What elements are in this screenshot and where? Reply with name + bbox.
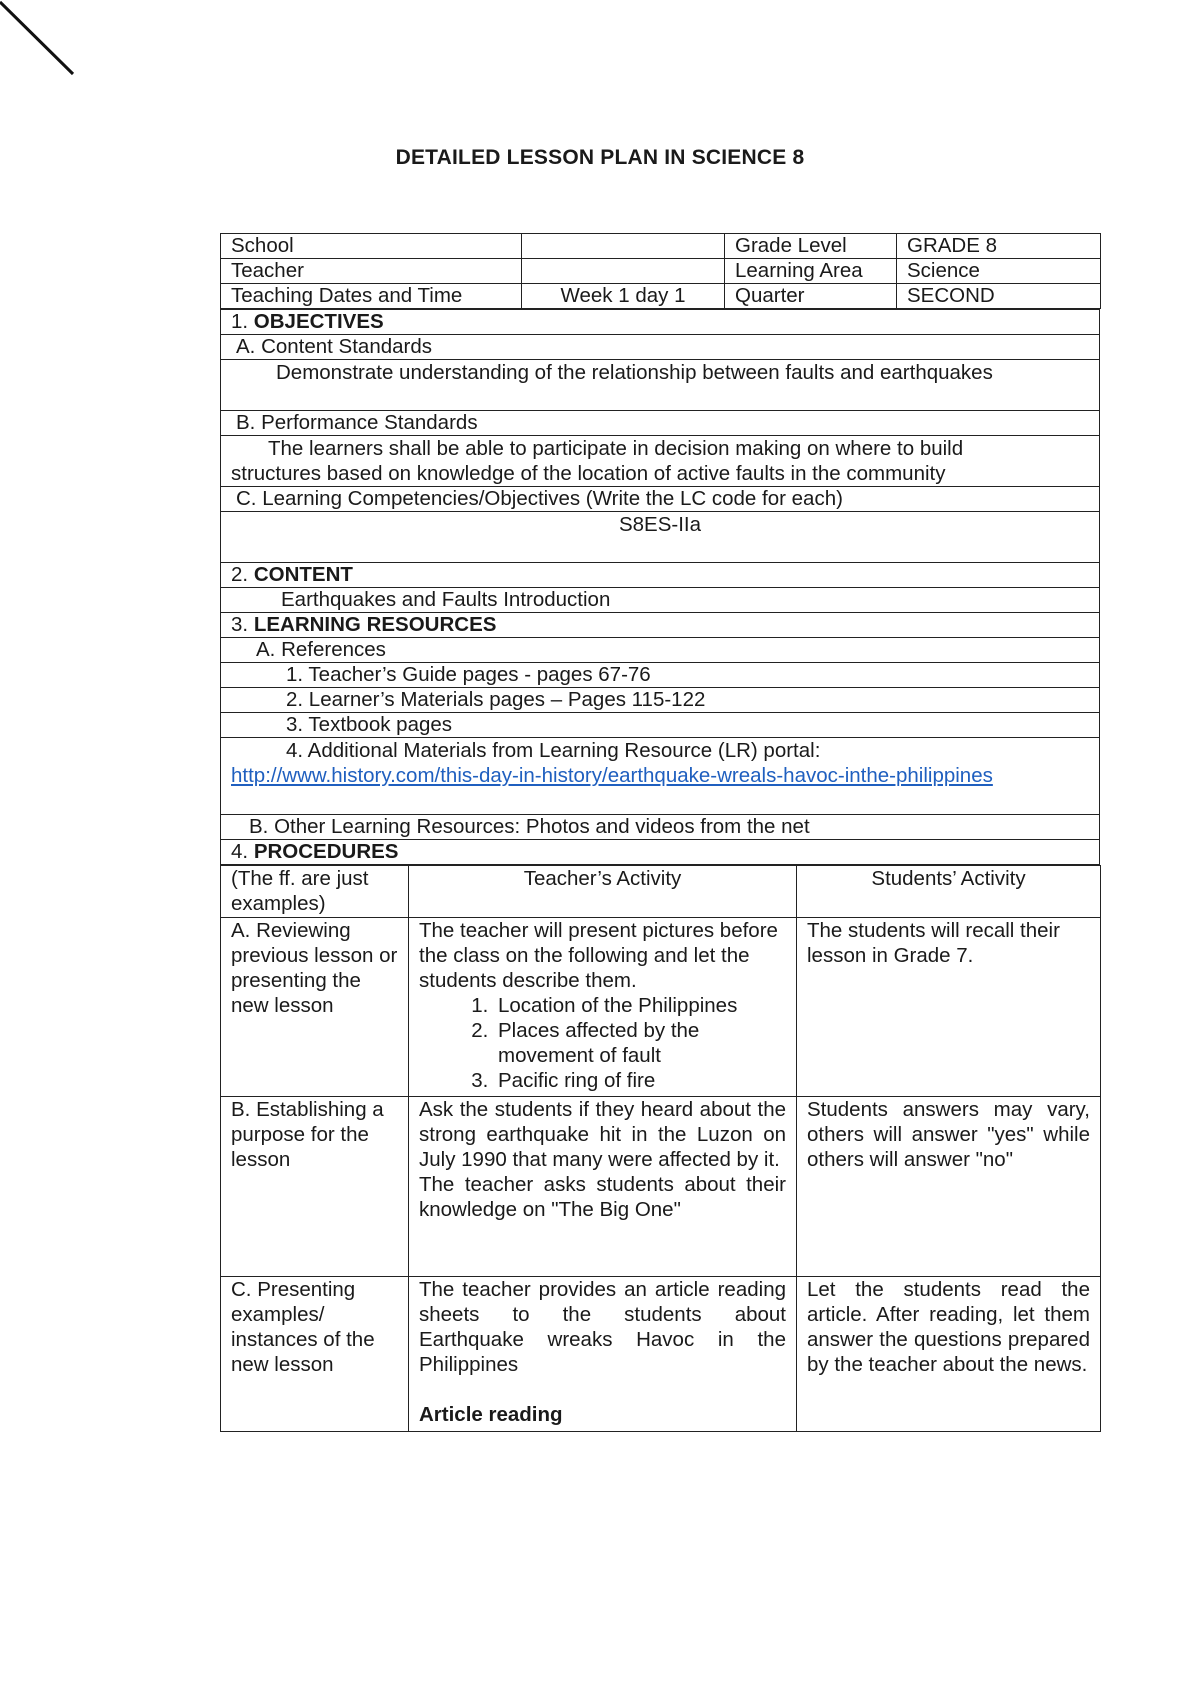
resources-heading: 3. LEARNING RESOURCES: [221, 613, 1100, 638]
content-standards-text: Demonstrate understanding of the relationship between faults and earthquakes: [221, 360, 1100, 411]
body-table: [220, 309, 1100, 865]
content-standards-label: A. Content Standards: [221, 335, 1100, 360]
procedures-col-students: Students’ Activity: [797, 866, 1101, 918]
additional-materials-label: 4. Additional Materials from Learning Resource (LR) portal:: [286, 739, 821, 762]
school-label: School: [221, 234, 522, 259]
procedures-table: [220, 865, 1101, 1432]
list-item: 2. Places affected by the movement of fault: [494, 1018, 786, 1068]
quarter-value: SECOND: [897, 284, 1101, 309]
performance-line-1: The learners shall be able to participate in decision making on where to build: [268, 437, 964, 460]
teacher-label: Teacher: [221, 259, 522, 284]
procedure-students-c: Let the students read the article. After reading, let them answer the questions prepared by the teacher about the news.: [797, 1277, 1101, 1432]
list-item: 3. Pacific ring of fire: [494, 1068, 786, 1093]
teachers-guide-ref: 1. Teacher’s Guide pages - pages 67-76: [221, 663, 1100, 688]
list-item: 1. Location of the Philippines: [494, 993, 786, 1018]
procedure-teacher-b: Ask the students if they heard about the strong earthquake hit in the Luzon on July 1990 that many were affected by it. The teacher asks students about their knowledge on "The Big One": [409, 1097, 797, 1277]
procedure-students-b: Students answers may vary, others will answer "yes" while others will answer "no": [797, 1097, 1101, 1277]
objectives-heading: 1. OBJECTIVES: [221, 310, 1100, 335]
additional-materials-cell: [221, 738, 1100, 815]
procedures-heading: 4. PROCEDURES: [221, 840, 1100, 865]
lc-code: S8ES-IIa: [221, 512, 1100, 563]
lesson-plan-sheet: [220, 233, 1100, 1432]
procedures-col-examples: (The ff. are just examples): [221, 866, 409, 918]
teacher-value: [522, 259, 725, 284]
page-title: DETAILED LESSON PLAN IN SCIENCE 8: [395, 146, 805, 169]
teaching-dates-value: Week 1 day 1: [522, 284, 725, 309]
grade-level-label: Grade Level: [725, 234, 897, 259]
header-table: [220, 233, 1101, 309]
competencies-label: C. Learning Competencies/Objectives (Write the LC code for each): [221, 487, 1100, 512]
corner-slash-mark: [0, 0, 80, 80]
procedures-col-teacher: Teacher’s Activity: [409, 866, 797, 918]
performance-standards-text: [221, 436, 1100, 487]
picture-topics-list: [419, 993, 786, 1093]
performance-line-2: structures based on knowledge of the location of active faults in the community: [231, 462, 946, 485]
references-label: A. References: [221, 638, 1100, 663]
quarter-label: Quarter: [725, 284, 897, 309]
other-resources-label: B. Other Learning Resources: Photos and videos from the net: [221, 815, 1100, 840]
content-text: Earthquakes and Faults Introduction: [221, 588, 1100, 613]
textbook-ref: 3. Textbook pages: [221, 713, 1100, 738]
procedure-teacher-c: The teacher provides an article reading sheets to the students about Earthquake wreaks Havoc in the Philippines Article reading: [409, 1277, 797, 1432]
learners-materials-ref: 2. Learner’s Materials pages – Pages 115-122: [221, 688, 1100, 713]
procedure-label-b: B. Establishing a purpose for the lesson: [221, 1097, 409, 1277]
procedure-teacher-a: The teacher will present pictures before the class on the following and let the students describe them. 1. Location of the Philippines 2. Places affected by the movement of fault 3. Pacific ring of fire: [409, 918, 797, 1097]
content-heading: 2. CONTENT: [221, 563, 1100, 588]
school-value: [522, 234, 725, 259]
learning-area-label: Learning Area: [725, 259, 897, 284]
procedure-label-a: A. Reviewing previous lesson or presenting the new lesson: [221, 918, 409, 1097]
performance-standards-label: B. Performance Standards: [221, 411, 1100, 436]
learning-area-value: Science: [897, 259, 1101, 284]
teaching-dates-label: Teaching Dates and Time: [221, 284, 522, 309]
procedure-label-c: C. Presenting examples/ instances of the new lesson: [221, 1277, 409, 1432]
lr-portal-link[interactable]: http://www.history.com/this-day-in-history/earthquake-wreals-havoc-inthe-philippines: [231, 764, 993, 787]
grade-level-value: GRADE 8: [897, 234, 1101, 259]
procedure-students-a: The students will recall their lesson in Grade 7.: [797, 918, 1101, 1097]
